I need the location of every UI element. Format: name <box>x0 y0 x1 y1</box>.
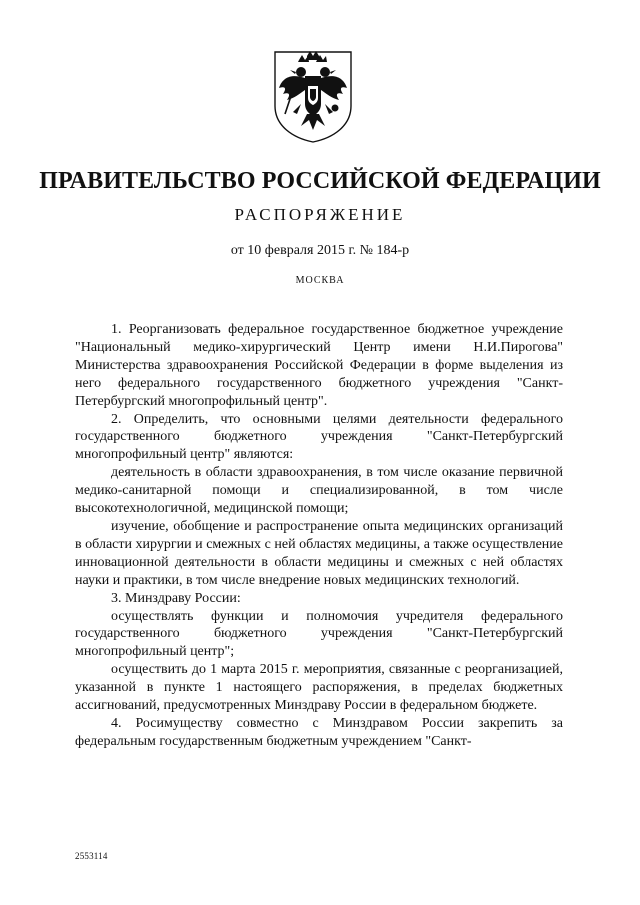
paragraph-2-item-2: изучение, обобщение и распространение опыта медицинских организаций в области хирургии и смежных с ней областях медицины, а также осуществление инновационной деятельности в области медицины и смежных с ней областях науки и практики, в том числе внедрение новых медицинских технологий. <box>75 518 563 588</box>
document-city: МОСКВА <box>295 275 345 286</box>
paragraph-3: 3. Минздраву России: <box>111 590 241 606</box>
document-body <box>75 321 563 751</box>
coat-of-arms-icon <box>271 48 355 144</box>
document-type: РАСПОРЯЖЕНИЕ <box>234 205 406 224</box>
paragraph-2-item-1: деятельность в области здравоохранения, в том числе оказание первичной медико-санитарной помощи и специализированной, в том числе высокотехнологичной, медицинской помощи; <box>75 465 563 517</box>
paragraph-3-item-1: осуществлять функции и полномочия учредителя федерального государственного бюджетного учреждения "Санкт-Петербургский многопрофильный центр"; <box>75 608 563 660</box>
document-date-number: от 10 февраля 2015 г. № 184-р <box>230 243 410 258</box>
paragraph-4: 4. Росимуществу совместно с Минздравом России закрепить за федеральным государственным бюджетным учреждением "Санкт- <box>75 715 563 749</box>
paragraph-2: 2. Определить, что основными целями деятельности федерального государственного бюджетного учреждения "Санкт-Петербургский многопрофильный центр" являются: <box>75 411 563 463</box>
paragraph-1: 1. Реорганизовать федеральное государственное бюджетное учреждение "Национальный медико-хирургический Центр имени Н.И.Пирогова" Министерства здравоохранения Российской Федерации в форме выделения из него федерального государственного бюджетного учреждения "Санкт-Петербургский многопрофильный центр". <box>75 322 563 409</box>
document-id: 2553114 <box>75 851 108 861</box>
government-title: ПРАВИТЕЛЬСТВО РОССИЙСКОЙ ФЕДЕРАЦИИ <box>39 168 601 194</box>
paragraph-3-item-2: осуществить до 1 марта 2015 г. мероприятия, связанные с реорганизацией, указанной в пункте 1 настоящего распоряжения, в пределах бюджетных ассигнований, предусмотренных Минздраву России в федеральном бюджете. <box>75 662 563 714</box>
